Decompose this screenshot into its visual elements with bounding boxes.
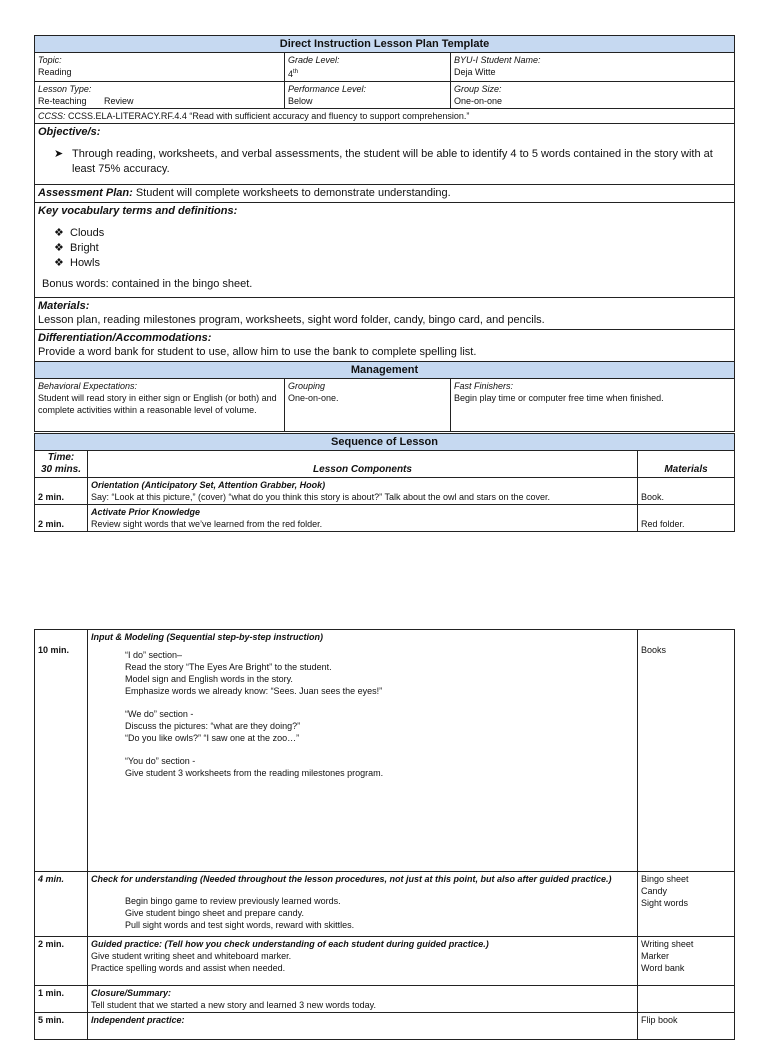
row-time: 10 min. — [35, 630, 88, 872]
topic-label: Topic: — [38, 55, 62, 65]
row-time: 2 min. — [35, 937, 88, 986]
materials-label: Materials: — [38, 300, 90, 312]
materials-cell — [35, 298, 735, 330]
performance-cell — [285, 82, 451, 109]
row-heading: Input & Modeling (Sequential step-by-step instruction) — [91, 632, 323, 642]
sequence-table — [34, 433, 735, 532]
row-text: Give student bingo sheet and prepare candy. — [125, 908, 304, 918]
performance-value: Below — [288, 96, 313, 106]
objective-text: ➤ Through reading, worksheets, and verbal assessments, the student will be able to identify 4 to 5 words contained in the story with at least 75% accuracy. — [38, 147, 731, 177]
student-label: BYU-I Student Name: — [454, 55, 541, 65]
row-materials: Word bank — [641, 963, 685, 973]
we-do-title: “We do” section - — [125, 709, 194, 719]
you-do-title: “You do” section - — [125, 756, 196, 766]
behavior-text: Student will read story in either sign or English (or both) and complete activities within a reasonable level of volume. — [38, 393, 277, 415]
differentiation-cell — [35, 330, 735, 362]
lesson-type-cell — [35, 82, 285, 109]
row-heading: Orientation (Anticipatory Set, Attention Grabber, Hook) — [91, 480, 326, 490]
sequence-title: Sequence of Lesson — [35, 434, 735, 451]
behavior-label: Behavioral Expectations: — [38, 381, 138, 391]
topic-cell — [35, 53, 285, 82]
row-text: Pull sight words and test sight words, reward with skittles. — [125, 920, 355, 930]
row-materials: Candy — [641, 886, 668, 896]
row-heading: Check for understanding (Needed throughout the lesson procedures, not just at this point, but also after guided practice.) — [91, 874, 612, 884]
you-do-line: Give student 3 worksheets from the reading milestones program. — [125, 768, 384, 778]
fast-finishers-cell — [451, 379, 735, 432]
grouping-label: Grouping — [288, 381, 326, 391]
ccss-cell — [35, 109, 735, 124]
assessment-cell — [35, 185, 735, 203]
row-text: Review sight words that we’ve learned from the red folder. — [91, 519, 323, 529]
differentiation-label: Differentiation/Accommodations: — [38, 332, 212, 344]
grouping-text: One-on-one. — [288, 393, 339, 403]
differentiation-text: Provide a word bank for student to use, allow him to use the bank to complete spelling list. — [38, 346, 477, 358]
we-do-line: Discuss the pictures: “what are they doing?” — [125, 721, 301, 731]
group-size-label: Group Size: — [454, 84, 502, 94]
row-materials: Marker — [641, 951, 670, 961]
lesson-type-value: Re-teaching Review — [38, 96, 134, 106]
performance-label: Performance Level: — [288, 84, 367, 94]
row-heading: Guided practice: (Tell how you check understanding of each student during guided practice.) — [91, 939, 489, 949]
materials-text: Lesson plan, reading milestones program, worksheets, sight word folder, candy, bingo card, and pencils. — [38, 314, 545, 326]
table-row — [35, 937, 735, 986]
assessment-text: Student will complete worksheets to demonstrate understanding. — [135, 187, 451, 199]
management-title: Management — [35, 362, 735, 379]
sequence-table-continued — [34, 629, 735, 1040]
behavior-cell — [35, 379, 285, 432]
grade-cell — [285, 53, 451, 82]
row-materials: Sight words — [641, 898, 689, 908]
row-text: Tell student that we started a new story and learned 3 new words today. — [91, 1000, 376, 1010]
ccss-value: CCSS.ELA-LITERACY.RF.4.4 “Read with sufficient accuracy and fluency to support comprehension.” — [68, 111, 470, 121]
i-do-title: “I do” section– — [125, 650, 183, 660]
objective-cell — [35, 124, 735, 185]
fast-finishers-label: Fast Finishers: — [454, 381, 514, 391]
grouping-cell — [285, 379, 451, 432]
lesson-type-label: Lesson Type: — [38, 84, 92, 94]
materials-header: Materials — [638, 451, 735, 478]
student-value: Deja Witte — [454, 67, 496, 77]
row-heading: Activate Prior Knowledge — [91, 507, 201, 517]
row-time: 5 min. — [35, 1013, 88, 1040]
row-materials: Red folder. — [638, 505, 735, 532]
time-header: Time: 30 mins. — [35, 451, 88, 478]
lesson-plan-table — [34, 35, 735, 432]
row-materials: Books — [638, 630, 735, 872]
table-row — [35, 872, 735, 937]
row-materials: Bingo sheet — [641, 874, 689, 884]
row-text: Say: “Look at this picture,” (cover) “what do you think this story is about?” Talk about the owl and stars on the cover. — [91, 492, 551, 502]
topic-value: Reading — [38, 67, 72, 77]
grade-value: 4 — [288, 69, 294, 79]
table-row — [35, 986, 735, 1013]
i-do-line: Read the story “The Eyes Are Bright” to the student. — [125, 662, 332, 672]
grade-label: Grade Level: — [288, 55, 340, 65]
bonus-words: Bonus words: contained in the bingo sheet. — [42, 278, 253, 290]
row-text: Begin bingo game to review previously learned words. — [125, 896, 341, 906]
assessment-label: Assessment Plan: — [38, 187, 133, 199]
i-do-line: Emphasize words we already know: “Sees. Juan sees the eyes!” — [125, 686, 383, 696]
row-time: 4 min. — [35, 872, 88, 937]
row-materials: Flip book — [638, 1013, 735, 1040]
vocab-term: ❖ Clouds — [54, 226, 731, 241]
group-size-value: One-on-one — [454, 96, 503, 106]
vocab-term: ❖ Bright — [54, 241, 731, 256]
grade-suffix: th — [293, 69, 299, 75]
student-cell — [451, 53, 735, 82]
objective-label: Objective/s: — [38, 126, 101, 138]
ccss-label: CCSS: — [38, 111, 66, 121]
vocab-term: ❖ Howls — [54, 256, 731, 271]
vocabulary-cell — [35, 203, 735, 298]
group-size-cell — [451, 82, 735, 109]
row-heading: Independent practice: — [91, 1015, 185, 1025]
row-materials: Book. — [638, 478, 735, 505]
row-heading: Closure/Summary: — [91, 988, 172, 998]
table-row — [35, 630, 735, 872]
row-time: 2 min. — [35, 505, 88, 532]
table-row — [35, 478, 735, 505]
table-row — [35, 1013, 735, 1040]
row-time: 1 min. — [35, 986, 88, 1013]
row-time: 2 min. — [35, 478, 88, 505]
document-title: Direct Instruction Lesson Plan Template — [35, 36, 735, 53]
row-text: Give student writing sheet and whiteboard marker. — [91, 951, 292, 961]
row-text: Practice spelling words and assist when needed. — [91, 963, 286, 973]
table-row — [35, 505, 735, 532]
fast-finishers-text: Begin play time or computer free time when finished. — [454, 393, 664, 403]
components-header: Lesson Components — [88, 451, 638, 478]
i-do-line: Model sign and English words in the story. — [125, 674, 293, 684]
row-materials: Writing sheet — [641, 939, 694, 949]
vocabulary-label: Key vocabulary terms and definitions: — [38, 205, 238, 217]
we-do-line: “Do you like owls?” “I saw one at the zoo…” — [125, 733, 300, 743]
